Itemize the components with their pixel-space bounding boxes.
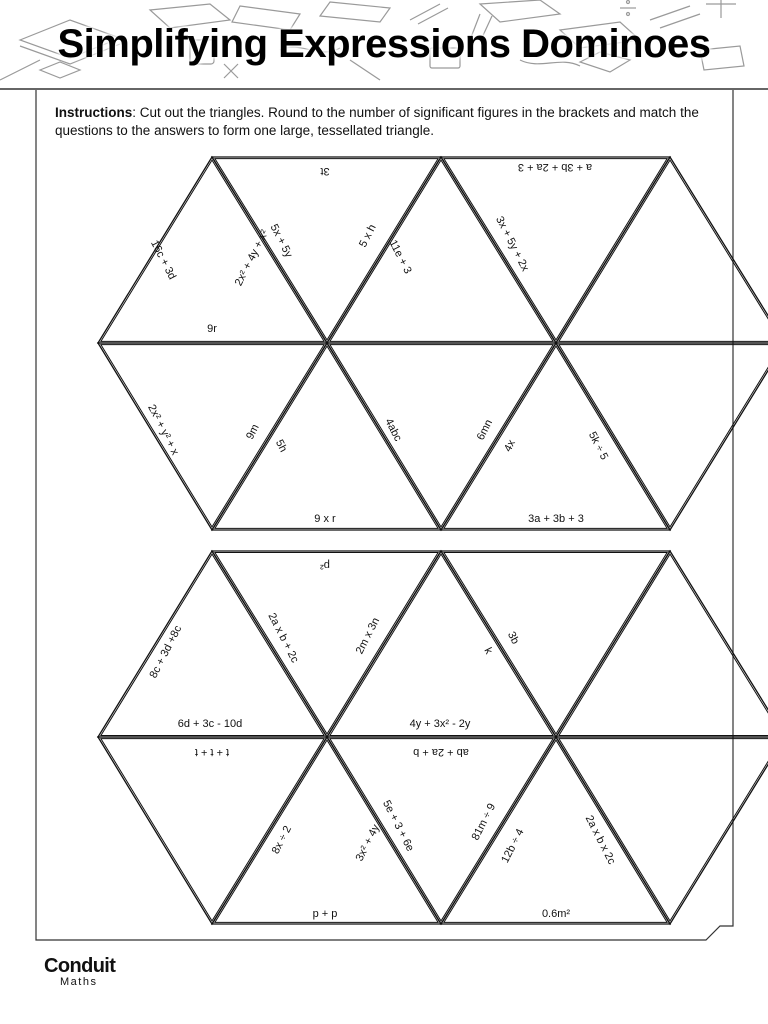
label-layer	[145, 161, 617, 920]
domino-label: 2x² + y² + x	[145, 402, 181, 458]
domino-triangle-inner	[444, 159, 667, 340]
domino-label: 4abc	[382, 416, 404, 444]
domino-label: 0.6m²	[541, 907, 571, 920]
domino-label: 3a + 3b + 3	[528, 512, 584, 525]
domino-label: 5x + 5y	[267, 222, 295, 260]
domino-triangle	[212, 551, 441, 737]
domino-label: 6d + 3c - 10d	[177, 717, 243, 730]
domino-label: 2x² + 4y + x²	[232, 227, 272, 288]
domino-triangle-inner	[215, 159, 438, 340]
domino-label: p + p	[312, 907, 338, 920]
brand-logo	[44, 955, 134, 988]
domino-triangle	[212, 157, 441, 343]
domino-triangle	[98, 343, 327, 530]
instructions-label: Instructions	[55, 105, 133, 120]
brand-subtitle: Maths	[60, 976, 98, 988]
domino-label: 81m ÷ 9	[469, 801, 499, 843]
domino-label: 5k ÷ 5	[585, 429, 611, 462]
domino-label: 6mn	[474, 417, 496, 443]
domino-label: 9r	[207, 322, 217, 335]
domino-triangle	[441, 551, 670, 737]
domino-label: 5e + 3 + 6e	[380, 798, 417, 854]
domino-label: 9m	[244, 422, 262, 442]
domino-triangle-inner	[559, 554, 768, 735]
domino-label: 5 x h	[357, 222, 379, 250]
domino-triangle-inner	[101, 345, 324, 527]
domino-label: 3x² + 4y	[353, 822, 383, 864]
domino-label: 3x + 5y + 2x	[493, 214, 532, 274]
domino-triangle	[556, 737, 768, 924]
domino-label: 4x	[501, 438, 518, 454]
domino-triangle-inner	[215, 553, 438, 734]
domino-label: t + t + t	[194, 746, 230, 759]
domino-label: 2a x b + 2c	[265, 611, 301, 665]
domino-label: 8x ÷ 2	[269, 823, 295, 856]
domino-label: 2a x b x 2c	[582, 813, 618, 867]
domino-triangle	[556, 551, 768, 737]
domino-label: ab + 2a + b	[413, 746, 469, 759]
domino-label: 4y + 3x² - 2y	[409, 717, 471, 730]
page-title: Simplifying Expressions Dominoes	[57, 22, 711, 66]
brand-name: Conduit	[44, 955, 116, 977]
domino-triangle-inner	[559, 160, 768, 341]
domino-label: 12b ÷ 4	[499, 826, 527, 865]
domino-label: 8c + 3d +8c	[147, 623, 185, 681]
domino-label: 5h	[272, 437, 290, 455]
domino-label: p²	[320, 559, 330, 572]
domino-label: 16c + 3d	[148, 238, 179, 282]
domino-triangle	[441, 157, 670, 343]
domino-label: k	[481, 645, 495, 657]
domino-label: a + 3b + 2a + 3	[517, 161, 593, 174]
domino-label: 11e + 3	[386, 238, 414, 276]
domino-label: 3b	[504, 629, 522, 647]
domino-triangle	[556, 157, 768, 343]
domino-triangle-inner	[330, 345, 553, 527]
domino-label: 2m x 3n	[353, 615, 383, 657]
instructions-body: : Cut out the triangles. Round to the number of significant figures in the brackets and match the questions to the answers to form one large, tessellated triangle.	[55, 105, 699, 138]
domino-label: 9 x r	[314, 512, 336, 525]
domino-label: 3t	[320, 165, 330, 178]
domino-triangle-inner	[444, 553, 667, 734]
triangle-layer	[98, 157, 768, 924]
domino-triangle	[327, 343, 556, 530]
